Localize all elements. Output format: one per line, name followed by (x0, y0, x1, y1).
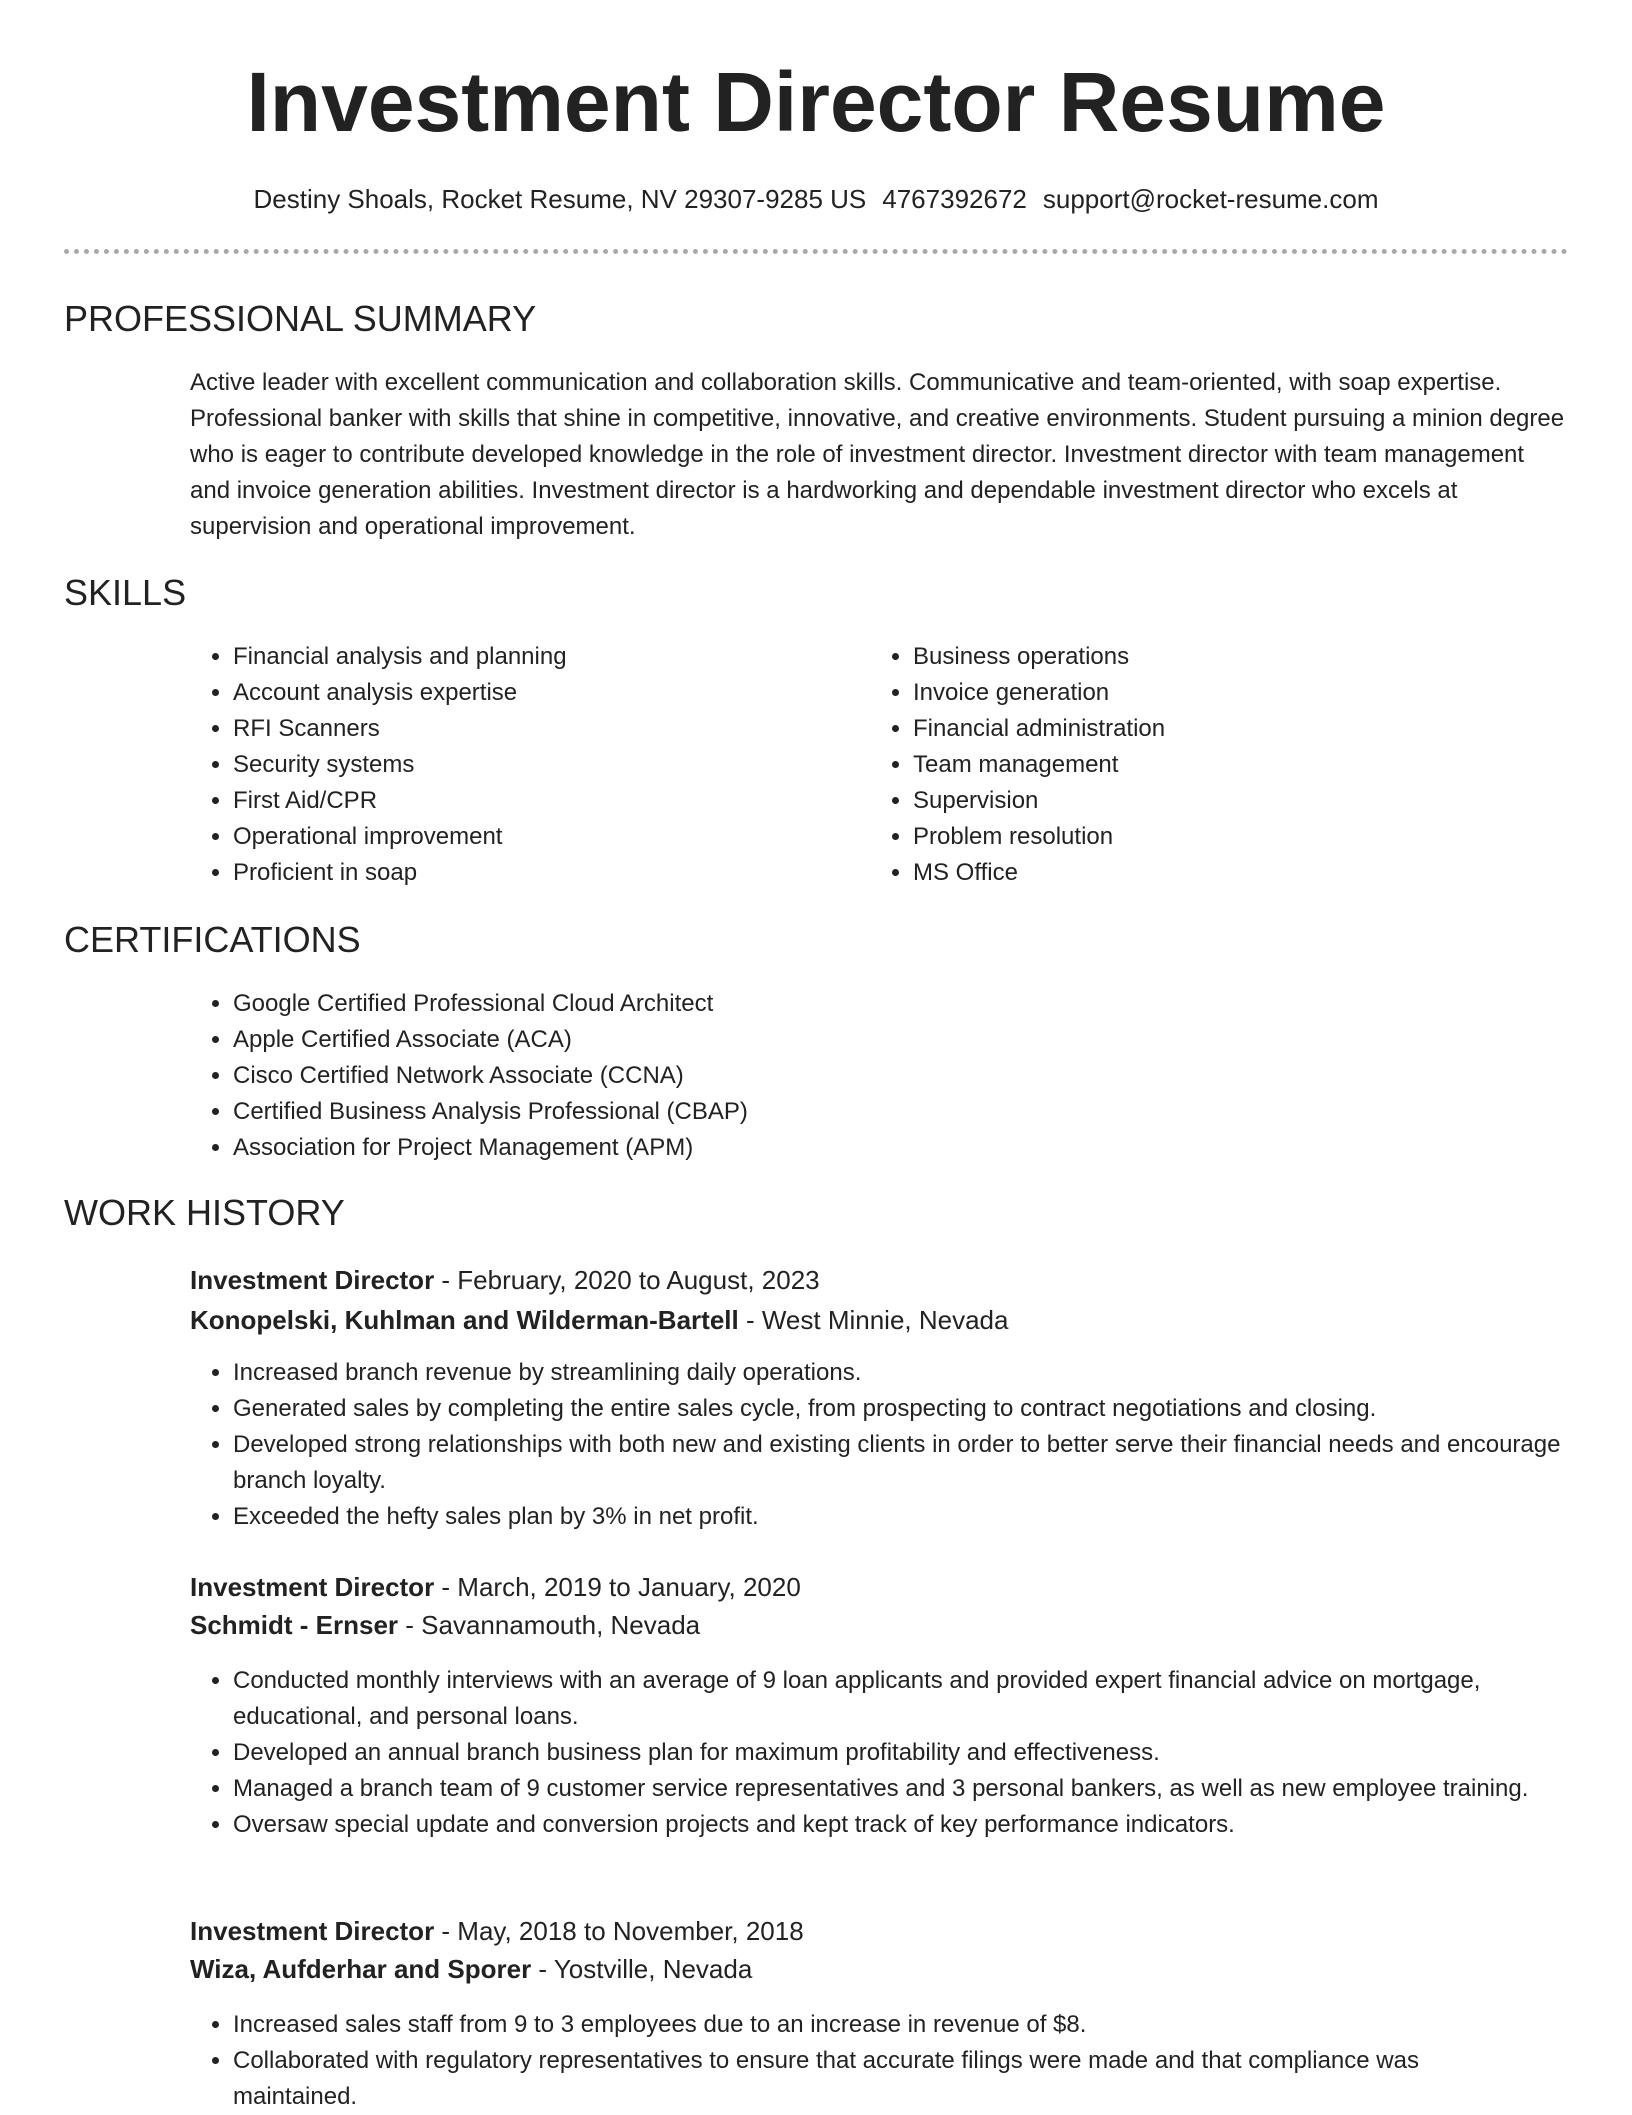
job-bullet: • Managed a branch team of 9 customer service representatives and 3 personal bankers, as well as new employee training. (233, 1771, 1583, 1807)
job-bullet: • Developed an annual branch business plan for maximum profitability and effectiveness. (233, 1735, 1583, 1771)
skill-item: • Business operations (913, 639, 1533, 675)
summary-text: Active leader with excellent communication and collaboration skills. Communicative and team-oriented, with soap expertise. Professional banker with skills that shine in competitive, innovative, and creative environments. Student pursuing a minion degree who is eager to contribute developed knowledge in the role of investment director. Investment director with team management and invoice generation abilities. Investment director is a hardworking and dependable investment director who excels at supervision and operational improvement. (190, 369, 1565, 540)
skill-item: • Financial administration (913, 711, 1533, 747)
skill-item: • Team management (913, 747, 1533, 783)
resume-title: Investment Director Resume (246, 55, 1386, 149)
skill-item: • Proficient in soap (233, 855, 853, 891)
skill-item: • Operational improvement (233, 819, 853, 855)
skills-list-left (190, 639, 853, 891)
job-company-line (190, 1607, 700, 1643)
certification-item: • Certified Business Analysis Professional (CBAP) (233, 1094, 1533, 1130)
skill-item: • Account analysis expertise (233, 675, 853, 711)
job-title-line (190, 1569, 801, 1605)
job-location: - West Minnie, Nevada (738, 1305, 1009, 1335)
certification-item: • Google Certified Professional Cloud Architect (233, 986, 1533, 1022)
skill-item: • Financial analysis and planning (233, 639, 853, 675)
skills-heading: SKILLS (64, 572, 187, 613)
certification-item: • Association for Project Management (APM) (233, 1130, 1533, 1166)
job-location: - Yostville, Nevada (531, 1954, 753, 1984)
job-bullet: • Conducted monthly interviews with an average of 9 loan applicants and provided expert financial advice on mortgage, educational, and personal loans. (233, 1663, 1583, 1735)
skills-list-right (870, 639, 1533, 891)
job-title: Investment Director (190, 1265, 435, 1295)
job-bullet: • Collaborated with regulatory representatives to ensure that accurate filings were made and that compliance was maintained. (233, 2043, 1533, 2115)
job-dates: - May, 2018 to November, 2018 (434, 1916, 804, 1946)
job-company-line (190, 1302, 1008, 1338)
summary-heading: PROFESSIONAL SUMMARY (64, 298, 537, 339)
job-company: Konopelski, Kuhlman and Wilderman-Bartell (190, 1305, 739, 1335)
job-bullet: • Increased sales staff from 9 to 3 employees due to an increase in revenue of $8. (233, 2007, 1533, 2043)
header-divider (64, 249, 1568, 254)
job-bullet: • Oversaw special update and conversion projects and kept track of key performance indicators. (233, 1807, 1583, 1843)
job-title: Investment Director (190, 1916, 435, 1946)
job-company: Wiza, Aufderhar and Sporer (190, 1954, 532, 1984)
job-bullets (190, 1355, 1563, 1535)
skill-item: • MS Office (913, 855, 1533, 891)
job-dates: - March, 2019 to January, 2020 (434, 1572, 801, 1602)
job-company-line (190, 1951, 752, 1987)
certification-item: • Cisco Certified Network Associate (CCNA) (233, 1058, 1533, 1094)
work-history-heading: WORK HISTORY (64, 1192, 345, 1233)
job-title: Investment Director (190, 1572, 435, 1602)
skill-item: • Security systems (233, 747, 853, 783)
contact-address: Destiny Shoals, Rocket Resume, NV 29307-9285 US (253, 184, 867, 214)
job-title-line (190, 1913, 804, 1949)
job-bullet: • Generated sales by completing the entire sales cycle, from prospecting to contract negotiations and closing. (233, 1391, 1563, 1427)
skill-item: • First Aid/CPR (233, 783, 853, 819)
skill-item: • Supervision (913, 783, 1533, 819)
job-location: - Savannamouth, Nevada (398, 1610, 701, 1640)
job-bullet: • Developed strong relationships with both new and existing clients in order to better serve their financial needs and encourage branch loyalty. (233, 1427, 1563, 1499)
contact-email[interactable]: support@rocket-resume.com (1042, 184, 1379, 214)
contact-phone: 4767392672 (882, 184, 1027, 214)
job-bullet: • Exceeded the hefty sales plan by 3% in net profit. (233, 1499, 1563, 1535)
contact-line (0, 181, 1632, 217)
job-bullets (190, 2007, 1533, 2115)
certification-item: • Apple Certified Associate (ACA) (233, 1022, 1533, 1058)
job-dates: - February, 2020 to August, 2023 (434, 1265, 820, 1295)
skill-item: • RFI Scanners (233, 711, 853, 747)
skill-item: • Problem resolution (913, 819, 1533, 855)
job-bullet: • Increased branch revenue by streamlining daily operations. (233, 1355, 1563, 1391)
certifications-heading: CERTIFICATIONS (64, 919, 361, 960)
skill-item: • Invoice generation (913, 675, 1533, 711)
certifications-list (190, 986, 1533, 1166)
job-company: Schmidt - Ernser (190, 1610, 399, 1640)
job-title-line (190, 1262, 820, 1298)
job-bullets (190, 1663, 1583, 1843)
